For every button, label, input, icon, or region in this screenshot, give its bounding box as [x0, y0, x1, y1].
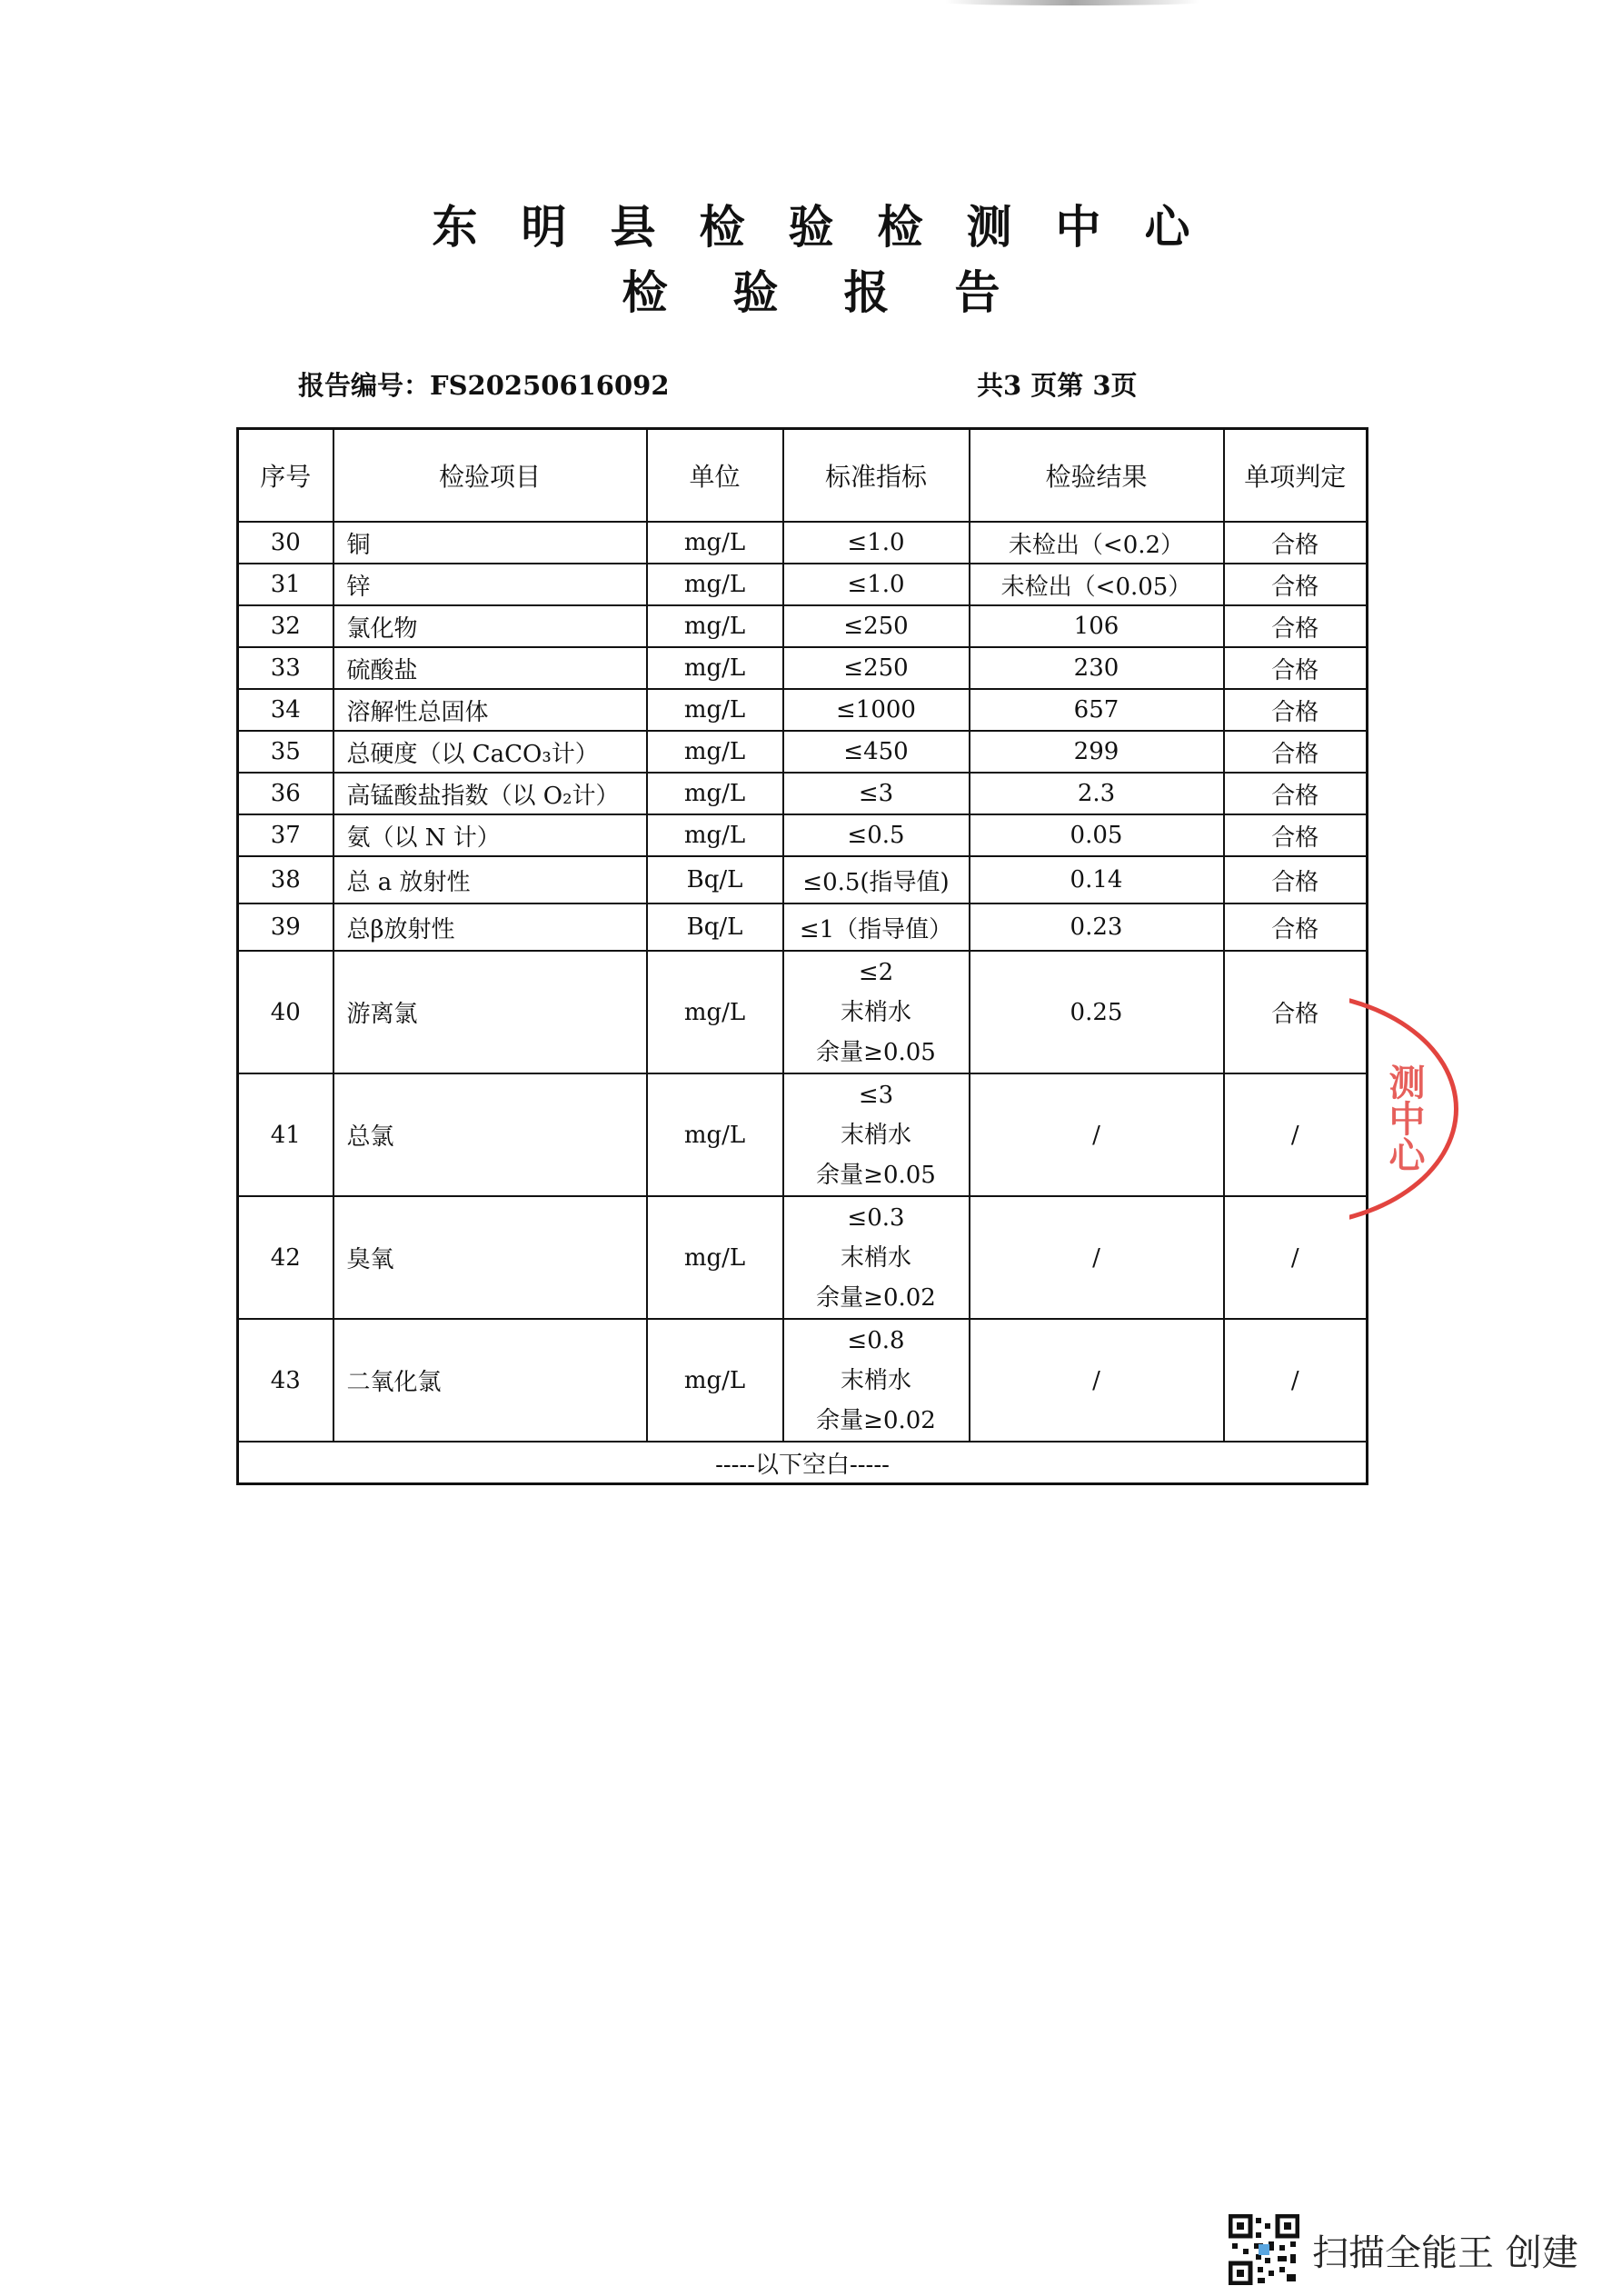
cell-item: 氨（以 N 计） [333, 814, 647, 856]
cell-no: 33 [238, 647, 333, 689]
cell-judgement: / [1224, 1319, 1368, 1442]
cell-no: 40 [238, 951, 333, 1073]
cell-unit: mg/L [647, 564, 783, 605]
official-seal-stamp [1349, 991, 1468, 1227]
cell-standard: ≤1.0 [783, 522, 970, 564]
results-table [236, 427, 1368, 1485]
cell-judgement: 合格 [1224, 522, 1368, 564]
scanner-watermark [1229, 2214, 1578, 2285]
cell-item: 臭氧 [333, 1196, 647, 1319]
cell-standard: ≤0.5(指导值) [783, 856, 970, 903]
standard-line: ≤0.3 [847, 1203, 905, 1232]
cell-no: 42 [238, 1196, 333, 1319]
standard-line: 末梢水 [840, 998, 911, 1026]
cell-result: / [970, 1319, 1224, 1442]
cell-unit: mg/L [647, 647, 783, 689]
cell-result: 未检出（<0.05） [970, 564, 1224, 605]
cell-result: / [970, 1073, 1224, 1196]
table-row [238, 856, 1368, 903]
cell-unit: mg/L [647, 814, 783, 856]
cell-item: 总β放射性 [333, 903, 647, 951]
seal-text: 测中心 [1383, 1063, 1426, 1173]
cell-result: 未检出（<0.2） [970, 522, 1224, 564]
table-row [238, 731, 1368, 773]
cell-no: 30 [238, 522, 333, 564]
cell-item: 游离氯 [333, 951, 647, 1073]
cell-standard: ≤0.5 [783, 814, 970, 856]
standard-line: 余量≥0.05 [816, 1038, 936, 1066]
cell-result: / [970, 1196, 1224, 1319]
cell-result: 0.25 [970, 951, 1224, 1073]
table-row [238, 1073, 1368, 1196]
table-header-row [238, 429, 1368, 523]
cell-standard [783, 1196, 970, 1319]
cell-result: 657 [970, 689, 1224, 731]
cell-no: 36 [238, 773, 333, 814]
report-title: 检验报告 [622, 265, 1066, 319]
cell-no: 43 [238, 1319, 333, 1442]
table-row [238, 647, 1368, 689]
cell-unit: mg/L [647, 773, 783, 814]
standard-line: ≤0.8 [847, 1326, 905, 1354]
cell-item: 氯化物 [333, 605, 647, 647]
cell-no: 41 [238, 1073, 333, 1196]
cell-no: 38 [238, 856, 333, 903]
cell-item: 锌 [333, 564, 647, 605]
cell-standard: ≤250 [783, 605, 970, 647]
cell-no: 39 [238, 903, 333, 951]
col-header-unit: 单位 [647, 429, 783, 523]
cell-result: 0.23 [970, 903, 1224, 951]
cell-standard [783, 1319, 970, 1442]
table-row [238, 773, 1368, 814]
cell-item: 总 a 放射性 [333, 856, 647, 903]
table-row [238, 1319, 1368, 1442]
cell-unit: mg/L [647, 1196, 783, 1319]
standard-line: ≤2 [858, 958, 894, 986]
cell-unit: mg/L [647, 689, 783, 731]
watermark-text: 扫描全能王 创建 [1312, 2231, 1578, 2274]
org-title: 东明县检验检测中心 [432, 200, 1234, 254]
cell-unit: mg/L [647, 1319, 783, 1442]
cell-judgement: 合格 [1224, 605, 1368, 647]
qr-code-icon [1229, 2214, 1299, 2285]
cell-judgement: 合格 [1224, 903, 1368, 951]
cell-judgement: 合格 [1224, 856, 1368, 903]
report-number [298, 365, 670, 403]
table-row [238, 951, 1368, 1073]
cell-no: 31 [238, 564, 333, 605]
cell-item: 溶解性总固体 [333, 689, 647, 731]
cell-standard: ≤3 [783, 773, 970, 814]
cell-unit: Bq/L [647, 903, 783, 951]
end-of-content-note: -----以下空白----- [238, 1442, 1368, 1484]
cell-judgement: 合格 [1224, 814, 1368, 856]
cell-item: 硫酸盐 [333, 647, 647, 689]
cell-item: 铜 [333, 522, 647, 564]
cell-judgement: / [1224, 1073, 1368, 1196]
cell-item: 总氯 [333, 1073, 647, 1196]
cell-judgement: 合格 [1224, 773, 1368, 814]
table-row [238, 564, 1368, 605]
report-number-label: 报告编号： [298, 370, 431, 401]
cell-judgement: / [1224, 1196, 1368, 1319]
col-header-item: 检验项目 [333, 429, 647, 523]
cell-result: 230 [970, 647, 1224, 689]
cell-no: 35 [238, 731, 333, 773]
cell-result: 299 [970, 731, 1224, 773]
page-info: 共3 页第 3页 [977, 370, 1138, 401]
cell-unit: mg/L [647, 605, 783, 647]
cell-standard [783, 951, 970, 1073]
cell-judgement: 合格 [1224, 564, 1368, 605]
cell-result: 0.05 [970, 814, 1224, 856]
cell-item: 高锰酸盐指数（以 O₂计） [333, 773, 647, 814]
cell-unit: mg/L [647, 522, 783, 564]
col-header-judgement: 单项判定 [1224, 429, 1368, 523]
cell-standard: ≤1000 [783, 689, 970, 731]
cell-standard [783, 1073, 970, 1196]
col-header-no: 序号 [238, 429, 333, 523]
cell-item: 二氧化氯 [333, 1319, 647, 1442]
cell-standard: ≤1（指导值） [783, 903, 970, 951]
cell-judgement: 合格 [1224, 951, 1368, 1073]
cell-unit: Bq/L [647, 856, 783, 903]
table-row [238, 903, 1368, 951]
cell-judgement: 合格 [1224, 731, 1368, 773]
standard-line: 余量≥0.02 [816, 1283, 936, 1312]
cell-result: 106 [970, 605, 1224, 647]
table-row [238, 522, 1368, 564]
standard-line: 末梢水 [840, 1121, 911, 1149]
cell-unit: mg/L [647, 1073, 783, 1196]
table-row [238, 814, 1368, 856]
scan-edge-shadow [945, 0, 1199, 5]
end-of-content-row [238, 1442, 1368, 1484]
col-header-standard: 标准指标 [783, 429, 970, 523]
cell-judgement: 合格 [1224, 689, 1368, 731]
standard-line: 末梢水 [840, 1366, 911, 1394]
cell-standard: ≤450 [783, 731, 970, 773]
standard-line: 余量≥0.02 [816, 1406, 936, 1434]
cell-result: 2.3 [970, 773, 1224, 814]
table-row [238, 689, 1368, 731]
cell-standard: ≤250 [783, 647, 970, 689]
cell-unit: mg/L [647, 951, 783, 1073]
table-row [238, 605, 1368, 647]
cell-no: 34 [238, 689, 333, 731]
standard-line: 末梢水 [840, 1243, 911, 1272]
cell-judgement: 合格 [1224, 647, 1368, 689]
cell-result: 0.14 [970, 856, 1224, 903]
cell-no: 32 [238, 605, 333, 647]
cell-standard: ≤1.0 [783, 564, 970, 605]
standard-line: 余量≥0.05 [816, 1161, 936, 1189]
report-number-value: FS20250616092 [430, 370, 670, 401]
cell-unit: mg/L [647, 731, 783, 773]
cell-no: 37 [238, 814, 333, 856]
col-header-result: 检验结果 [970, 429, 1224, 523]
table-row [238, 1196, 1368, 1319]
standard-line: ≤3 [858, 1081, 894, 1109]
cell-item: 总硬度（以 CaCO₃计） [333, 731, 647, 773]
